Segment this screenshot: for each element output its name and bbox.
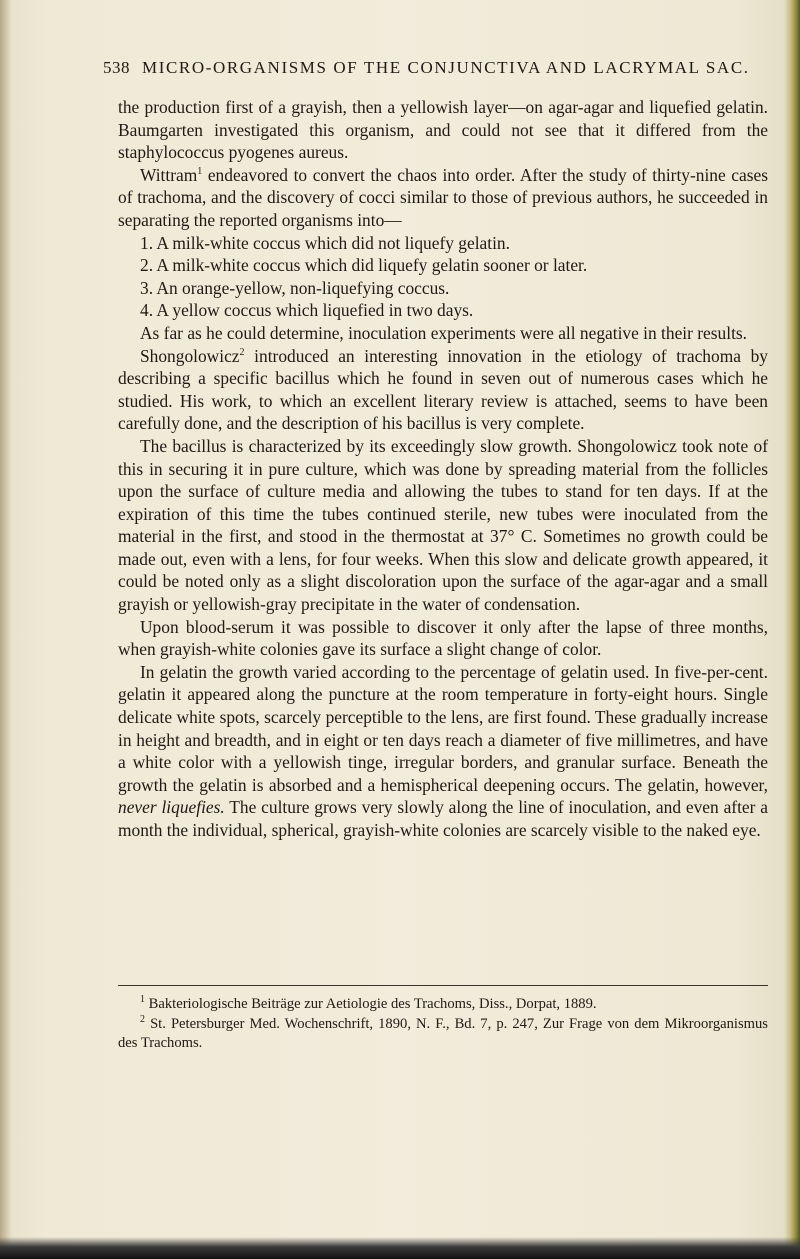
paragraph-bacillus-growth: The bacillus is characterized by its exceedingly slow growth. Shongolowicz took note of this in securing it in pure culture, which was done by spreading material from the follicles upon the surface of culture media and allowing the tubes to stand for ten days. If at the expiration of this time the tubes continued sterile, new tubes were inoculated from the material in the first, and stood in the thermostat at 37° C. Sometimes no growth could be made out, even with a lens, for four weeks. When this slow and delicate growth appeared, it could be noted only as a slight discoloration upon the surface of the agar-agar and a small grayish or yellowish-gray precipitate in the water of condensation. xyxy=(118,435,768,615)
paragraph-text: The culture grows very slowly along the line of inoculation, and even after a month the individual, spherical, grayish-white colonies are scarcely visible to the naked eye. xyxy=(118,797,768,840)
paragraph-shongolowicz xyxy=(118,345,768,435)
list-item: 2. A milk-white coccus which did liquefy gelatin sooner or later. xyxy=(140,255,588,276)
author-name: Shongolowicz xyxy=(140,345,240,366)
footnote-mark: 1 xyxy=(140,994,145,1006)
page-bottom-shadow xyxy=(0,1237,800,1259)
paragraph-blood-serum: Upon blood-serum it was possible to discover it only after the lapse of three months, when grayish-white colonies gave its surface a slight change of color. xyxy=(118,616,768,660)
paragraph-text: introduced an interesting innovation in the etiology of trachoma by describing a specific bacillus which he found in seven out of numerous cases which he studied. His work, to which an excellent literary review is attached, seems to have been carefully done, and the description of his bacillus is very complete. xyxy=(118,345,768,434)
running-header xyxy=(103,58,783,78)
list-item: 1. A milk-white coccus which did not liquefy gelatin. xyxy=(140,232,510,253)
list-item: 3. An orange-yellow, non-liquefying coccus. xyxy=(140,277,450,298)
footnote-ref: 2 xyxy=(239,346,245,358)
page-number: 538 xyxy=(103,58,130,77)
footnote xyxy=(118,995,768,1015)
page-binding-edge xyxy=(0,0,12,1259)
paragraph-text: In gelatin the growth varied according to the percentage of gelatin used. In five-per-cent. gelatin it appeared along the puncture at the room temperature in forty-eight hours. Single delicate white spots, scarcely perceptible to the lens, are first found. These gradually increase in height and breadth, and in eight or ten days reach a diameter of five millimetres, and have a white color with a yellowish tinge, irregular borders, and granular surface. Beneath the growth the gelatin is absorbed and a hemispherical deepening occurs. The gelatin, however, xyxy=(118,661,768,795)
running-title: MICRO-ORGANISMS OF THE CONJUNCTIVA AND LACRYMAL SAC. xyxy=(142,58,750,77)
emphasis-text: never liquefies. xyxy=(118,797,225,818)
footnote-text: Bakteriologische Beiträge zur Aetiologie des Trachoms, Diss., Dorpat, 1889. xyxy=(148,996,597,1012)
footnote-ref: 1 xyxy=(197,165,203,177)
footnote-text: St. Petersburger Med. Wochenschrift, 1890, N. F., Bd. 7, p. 247, Zur Frage von dem Mikroorganismus des Trachoms. xyxy=(118,1015,768,1051)
body-text xyxy=(118,96,768,842)
footnote-divider xyxy=(118,985,768,986)
page-fore-edge xyxy=(784,0,800,1259)
footnote-mark: 2 xyxy=(140,1013,145,1025)
paragraph-wittram xyxy=(118,164,768,232)
footnotes xyxy=(118,995,768,1054)
paragraph-inoculation: As far as he could determine, inoculation experiments were all negative in their results. xyxy=(140,322,748,343)
author-name: Wittram xyxy=(140,164,198,185)
paragraph-text: endeavored to convert the chaos into order. After the study of thirty-nine cases of trachoma, and the discovery of cocci similar to those of previous authors, he succeeded in separating the reported organisms into— xyxy=(118,164,768,230)
paragraph-continuation: the production first of a grayish, then a yellowish layer—on agar-agar and liquefied gelatin. Baumgarten investigated this organism, and could not see that it differed from the staphylococcus pyogenes aureus. xyxy=(118,97,768,163)
paragraph-gelatin xyxy=(118,661,768,842)
footnote xyxy=(118,1015,768,1054)
list-item: 4. A yellow coccus which liquefied in two days. xyxy=(140,300,474,321)
